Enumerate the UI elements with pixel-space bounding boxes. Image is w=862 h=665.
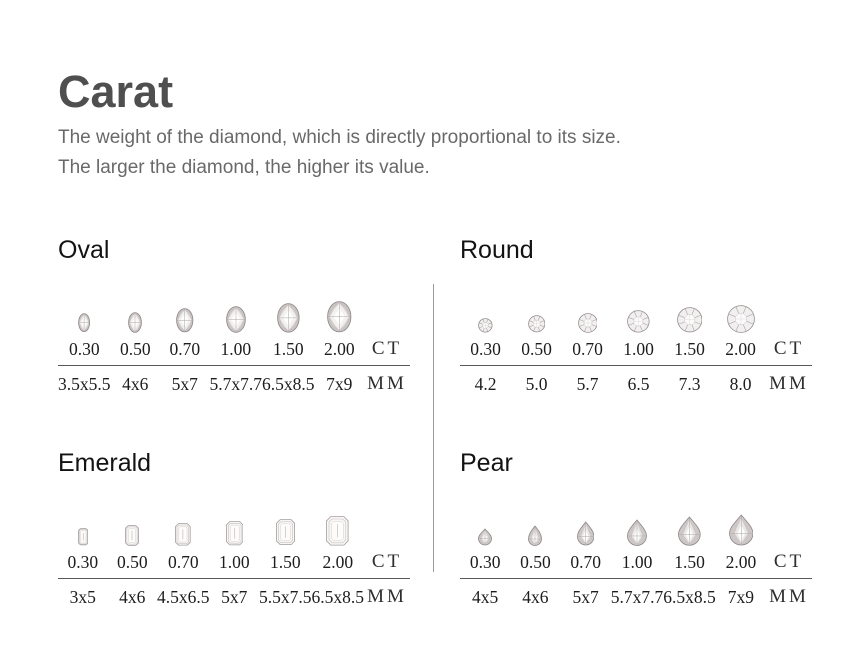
carat-value: 2.00 <box>725 338 756 359</box>
column-divider-line <box>433 284 434 572</box>
emerald-diamond-icon <box>326 516 349 546</box>
section-title-emerald: Emerald <box>58 448 152 477</box>
pear-diamond-icon <box>678 516 701 546</box>
mm-value: 6.5 <box>627 373 650 394</box>
mm-value: 5x7 <box>221 586 248 607</box>
mm-value: 3.5x5.5 <box>58 373 111 394</box>
mm-value: 5.5x7.5 <box>259 586 312 607</box>
carat-value: 1.00 <box>623 338 654 359</box>
carat-value: 1.00 <box>220 338 252 359</box>
mm-value: 5.7 <box>576 373 599 394</box>
round-diamond-icon <box>727 305 755 333</box>
mm-value: 5x7 <box>572 586 599 607</box>
carat-value: 2.00 <box>323 338 355 359</box>
carat-value: 0.50 <box>119 338 151 359</box>
carat-value: 0.50 <box>116 551 148 572</box>
carat-value: 1.00 <box>218 551 250 572</box>
emerald-diamond-icon <box>226 521 244 546</box>
carat-value: 1.00 <box>621 551 653 572</box>
section-title-round: Round <box>460 235 534 264</box>
mm-value: 8.0 <box>729 373 752 394</box>
oval-diamond-icon <box>327 301 352 333</box>
mm-value: 7x9 <box>727 586 754 607</box>
carat-unit-label: CT <box>371 550 403 572</box>
round-diamond-icon <box>528 315 546 333</box>
section-oval <box>58 236 410 395</box>
carat-value: 0.30 <box>68 338 100 359</box>
oval-diamond-icon <box>78 313 90 332</box>
carat-value: 0.50 <box>521 338 552 359</box>
mm-unit-label: MM <box>769 372 809 394</box>
mm-unit-label: MM <box>769 585 809 607</box>
mm-value: 6.5x8.5 <box>663 586 716 607</box>
mm-value: 7.3 <box>678 373 701 394</box>
mm-value: 4x6 <box>522 586 549 607</box>
carat-value: 0.50 <box>520 551 551 572</box>
carat-value: 0.70 <box>169 338 201 359</box>
mm-value: 4x6 <box>119 586 146 607</box>
page-subtitle <box>58 123 812 183</box>
subtitle-line-2: The larger the diamond, the higher its value. <box>58 156 430 178</box>
mm-unit-label: MM <box>367 372 407 394</box>
round-diamond-icon <box>578 313 598 333</box>
size-chart-emerald <box>58 501 410 608</box>
carat-value: 2.00 <box>725 551 757 572</box>
section-title-oval: Oval <box>58 235 110 264</box>
mm-value: 6.5x8.5 <box>311 586 364 607</box>
carat-value: 0.30 <box>469 551 501 572</box>
mm-value: 5.7x7.7 <box>209 373 262 394</box>
mm-value: 7x9 <box>326 373 353 394</box>
carat-unit-label: CT <box>773 337 805 359</box>
emerald-diamond-icon <box>276 519 295 545</box>
pear-diamond-icon <box>577 521 595 546</box>
oval-diamond-icon <box>277 303 300 333</box>
oval-diamond-icon <box>176 308 194 333</box>
mm-value: 5.7x7.7 <box>610 586 664 607</box>
sections-grid <box>58 236 812 608</box>
mm-value: 4x5 <box>472 586 499 607</box>
page-title: Carat <box>58 66 174 117</box>
carat-value: 1.50 <box>269 551 301 572</box>
oval-diamond-icon <box>226 306 246 333</box>
carat-unit-label: CT <box>371 337 403 359</box>
carat-value: 1.50 <box>674 338 705 359</box>
subtitle-line-1: The weight of the diamond, which is directly proportional to its size. <box>58 126 621 148</box>
pear-diamond-icon <box>478 528 492 546</box>
mm-value: 3x5 <box>69 586 96 607</box>
pear-diamond-icon <box>729 514 754 546</box>
carat-value: 0.70 <box>570 551 601 572</box>
mm-value: 4x6 <box>122 373 149 394</box>
carat-value: 0.30 <box>470 338 501 359</box>
emerald-diamond-icon <box>125 525 139 546</box>
emerald-diamond-icon <box>175 523 191 546</box>
carat-unit-label: CT <box>773 550 805 572</box>
mm-value: 5x7 <box>171 373 198 394</box>
pear-diamond-icon <box>528 525 542 546</box>
carat-value: 0.70 <box>167 551 199 572</box>
mm-value: 5.0 <box>525 373 548 394</box>
carat-value: 0.70 <box>572 338 603 359</box>
carat-value: 1.50 <box>272 338 304 359</box>
section-title-pear: Pear <box>460 448 513 477</box>
section-pear <box>460 449 812 608</box>
oval-diamond-icon <box>128 312 142 333</box>
section-round <box>460 236 812 395</box>
mm-value: 6.5x8.5 <box>262 373 315 394</box>
round-diamond-icon <box>677 307 703 333</box>
mm-value: 4.2 <box>474 373 497 394</box>
round-diamond-icon <box>478 318 493 333</box>
size-chart-pear <box>460 501 812 608</box>
round-diamond-icon <box>627 310 650 333</box>
carat-value: 0.30 <box>67 551 99 572</box>
carat-value: 2.00 <box>322 551 354 572</box>
emerald-diamond-icon <box>78 528 89 546</box>
mm-unit-label: MM <box>367 585 407 607</box>
mm-value: 4.5x6.5 <box>157 586 210 607</box>
pear-diamond-icon <box>627 519 647 546</box>
carat-value: 1.50 <box>674 551 705 572</box>
section-emerald <box>58 449 410 608</box>
size-chart-round <box>460 288 812 395</box>
size-chart-oval <box>58 288 410 395</box>
